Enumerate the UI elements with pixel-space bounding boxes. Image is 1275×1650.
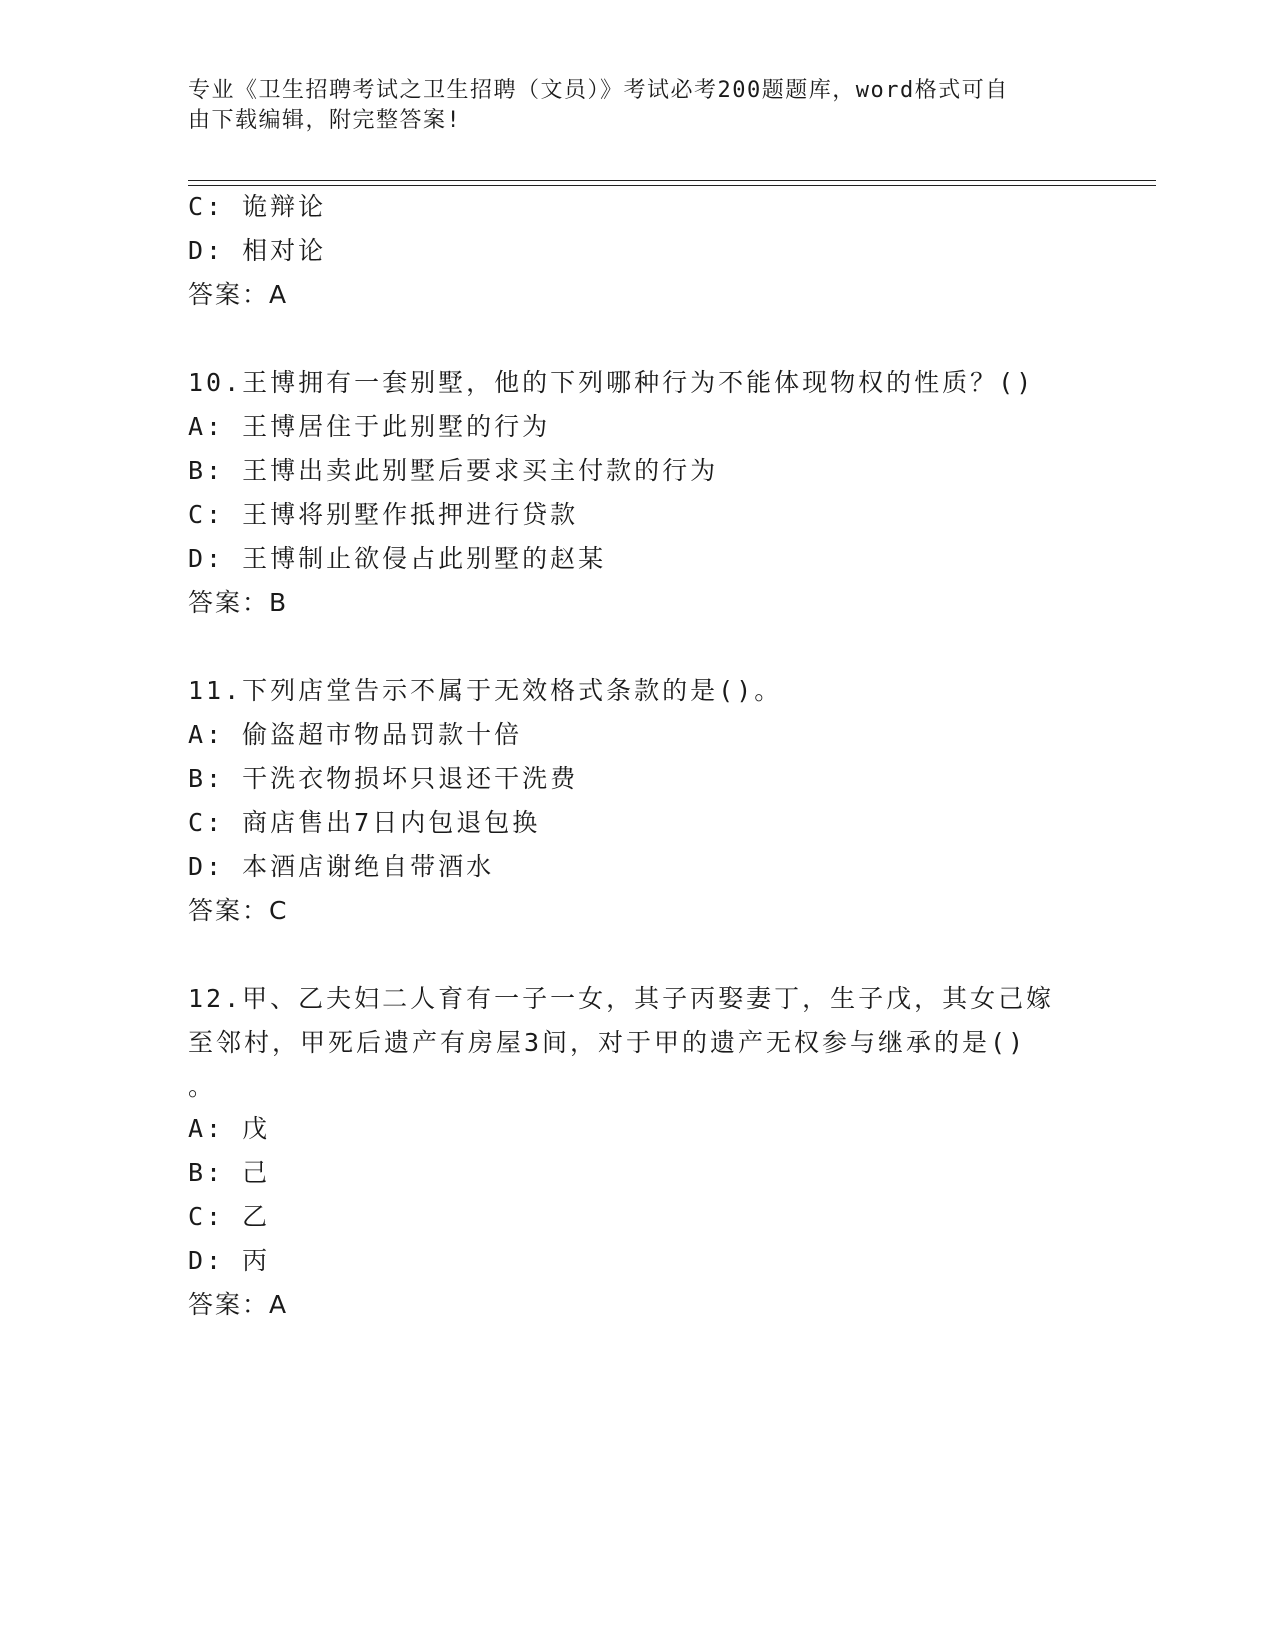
prev-option-d: D: 相对论: [188, 236, 327, 265]
q12-option-b: B: 己: [188, 1158, 271, 1187]
q10-option-a: A: 王博居住于此别墅的行为: [188, 412, 551, 441]
q11-answer: 答案：C: [188, 896, 289, 925]
prev-answer: 答案：A: [188, 280, 289, 309]
q10-option-c: C: 王博将别墅作抵押进行贷款: [188, 500, 579, 529]
q10-answer: 答案：B: [188, 588, 289, 617]
q12-answer: 答案：A: [188, 1290, 289, 1319]
q11-option-b: B: 干洗衣物损坏只退还干洗费: [188, 764, 579, 793]
q11-stem: 11.下列店堂告示不属于无效格式条款的是()。: [188, 676, 783, 705]
q12-stem-line-2: 至邻村，甲死后遗产有房屋3间，对于甲的遗产无权参与继承的是(): [188, 1028, 1027, 1057]
q12-stem-line-1: 12.甲、乙夫妇二人育有一子一女，其子丙娶妻丁，生子戊，其女己嫁: [188, 984, 1055, 1013]
q11-option-a: A: 偷盗超市物品罚款十倍: [188, 720, 523, 749]
header-line-1: 专业《卫生招聘考试之卫生招聘（文员）》考试必考200题题库，word格式可自: [188, 78, 1009, 103]
q10-stem: 10.王博拥有一套别墅，他的下列哪种行为不能体现物权的性质？(): [188, 368, 1035, 397]
q11-option-d: D: 本酒店谢绝自带酒水: [188, 852, 495, 881]
header-divider: [188, 180, 1156, 186]
q12-option-a: A: 戊: [188, 1114, 271, 1143]
q10-option-d: D: 王博制止欲侵占此别墅的赵某: [188, 544, 607, 573]
q12-stem-line-3: 。: [188, 1072, 217, 1101]
q10-option-b: B: 王博出卖此别墅后要求买主付款的行为: [188, 456, 719, 485]
page-header: [188, 76, 1068, 136]
q12-option-d: D: 丙: [188, 1246, 271, 1275]
prev-option-c: C: 诡辩论: [188, 192, 327, 221]
q12-option-c: C: 乙: [188, 1202, 271, 1231]
q11-option-c: C: 商店售出7日内包退包换: [188, 808, 541, 837]
header-line-2: 由下载编辑，附完整答案!: [188, 108, 462, 133]
